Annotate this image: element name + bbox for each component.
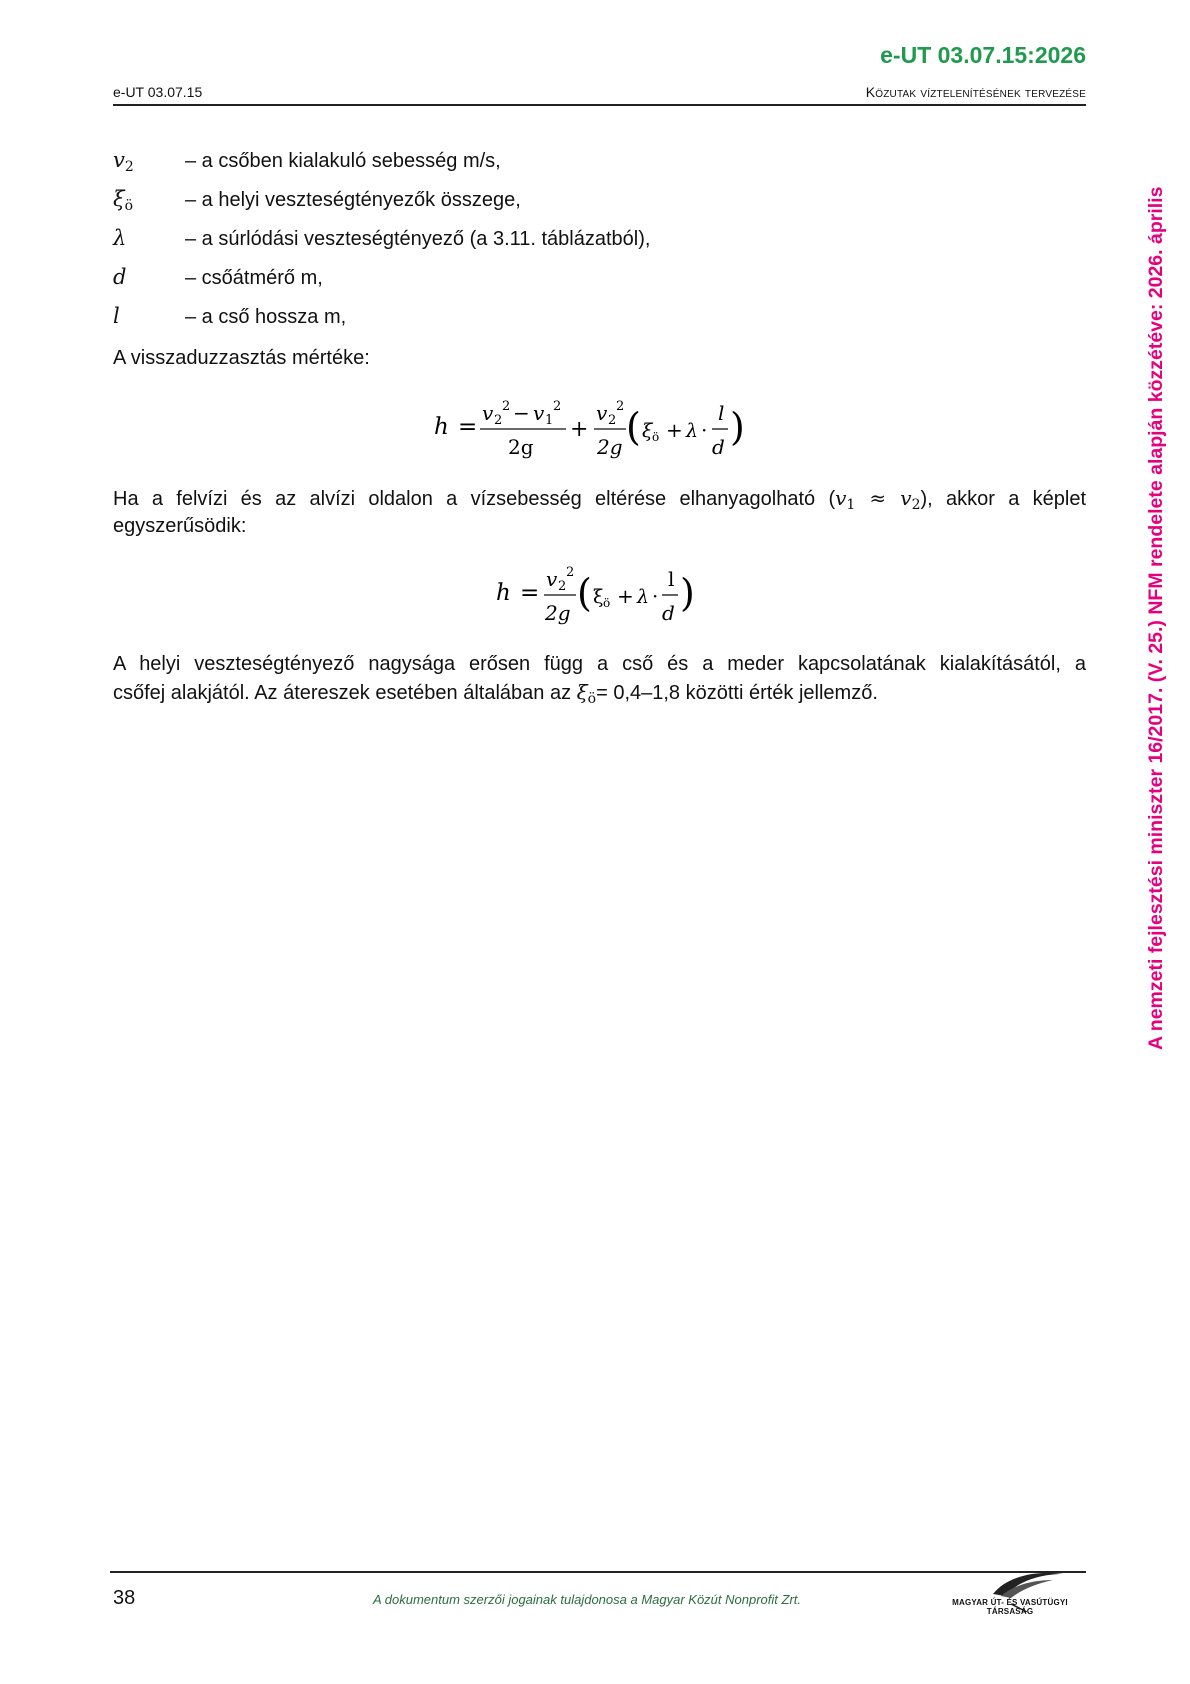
svg-text:h: h <box>434 414 449 440</box>
svg-text:v: v <box>546 567 558 591</box>
svg-text:l: l <box>668 567 675 591</box>
loss-coefficient-paragraph: A helyi veszteségtényező nagysága erősen függ a cső és a meder kapcsolatának kialakításától, a <box>113 653 1086 675</box>
simplification-paragraph-line2: egyszerűsödik: <box>113 515 247 537</box>
svg-text:+: + <box>666 418 683 442</box>
svg-text:d: d <box>662 601 675 625</box>
svg-text:2: 2 <box>558 579 567 594</box>
legend-description: – a súrlódási veszteségtényező (a 3.11. táblázatból), <box>185 228 651 250</box>
page-number: 38 <box>113 1587 136 1609</box>
legend-description: – a cső hossza m, <box>185 306 347 328</box>
legend-symbol: l <box>113 304 120 328</box>
svg-text:ξ: ξ <box>642 420 653 442</box>
legend-description: – csőátmérő m, <box>185 267 323 289</box>
simplified-formula <box>482 558 722 635</box>
backwater-formula <box>420 392 780 469</box>
legend-symbol: $\xi_ö$ <box>113 187 134 214</box>
header-rule <box>113 104 1086 106</box>
svg-text:2: 2 <box>608 413 617 428</box>
company-logo-text: MAGYAR ÚT- ÉS VASÚTÜGYI TÁRSASÁG <box>952 1598 1068 1616</box>
svg-text:2g: 2g <box>508 435 534 459</box>
svg-text:ξ: ξ <box>593 586 604 608</box>
legend-item <box>113 226 1013 258</box>
svg-text:): ) <box>730 405 745 449</box>
legend-item <box>113 304 1013 336</box>
svg-text:d: d <box>712 435 725 459</box>
svg-text:2: 2 <box>494 413 503 428</box>
svg-text:λ: λ <box>686 420 699 442</box>
legend-item <box>113 265 1013 297</box>
header-standard-number: e-UT 03.07.15 <box>113 84 203 100</box>
legend-symbol: $v_2$ <box>113 148 134 175</box>
copyright-notice: A dokumentum szerzői jogainak tulajdonosa a Magyar Közút Nonprofit Zrt. <box>372 1592 801 1607</box>
legend-symbol: λ <box>113 226 127 250</box>
velocity-approx-math: $v_1 \approx v_2$ <box>835 486 921 513</box>
svg-text:=: = <box>458 414 478 440</box>
svg-text:l: l <box>718 401 725 425</box>
header-chapter-title: Közutak víztelenítésének tervezése <box>865 84 1086 100</box>
document-code: e-UT 03.07.15:2026 <box>880 42 1086 68</box>
svg-text:·: · <box>652 584 659 608</box>
svg-text:): ) <box>680 571 695 615</box>
svg-text:+: + <box>617 584 634 608</box>
legend-description: – a helyi veszteségtényezők összege, <box>185 189 521 211</box>
svg-text:(: ( <box>577 571 592 615</box>
svg-text:=: = <box>520 580 540 606</box>
loss-coefficient-paragraph-line2: csőfej alakjától. Az átereszek esetében általában az $\xi_ö= 0,4-1,8$ közötti érték jellemző. <box>113 680 878 707</box>
svg-text:v: v <box>482 401 494 425</box>
legend-item <box>113 187 1013 219</box>
svg-text:ö: ö <box>652 430 660 444</box>
svg-text:v: v <box>596 401 608 425</box>
legend-item <box>113 148 1013 180</box>
svg-text:+: + <box>570 417 589 442</box>
svg-text:h: h <box>496 580 511 606</box>
svg-text:2g: 2g <box>597 435 623 459</box>
publication-notice: A nemzeti fejlesztési miniszter 16/2017. (V. 25.) NFM rendelete alapján közzétéve: 2026. április <box>1145 186 1167 1050</box>
svg-text:−: − <box>513 401 530 425</box>
svg-text:·: · <box>701 418 708 442</box>
svg-text:1: 1 <box>545 413 554 428</box>
legend-symbol: d <box>113 265 127 289</box>
svg-text:2g: 2g <box>545 601 571 625</box>
svg-text:ö: ö <box>603 596 611 610</box>
svg-text:λ: λ <box>637 586 650 608</box>
svg-text:(: ( <box>626 405 641 449</box>
loss-coefficient-symbol: $\xi_ö$ <box>576 680 597 707</box>
simplification-paragraph: Ha a felvízi és az alvízi oldalon a vízsebesség eltérése elhanyagolható $(v_1 \approx v_2)$, akkor a képlet <box>113 486 1087 513</box>
svg-text:2: 2 <box>502 399 511 414</box>
svg-text:v: v <box>533 401 545 425</box>
svg-text:2: 2 <box>566 565 575 580</box>
legend-description: – a csőben kialakuló sebesség m/s, <box>185 150 501 172</box>
intro-text: A visszaduzzasztás mértéke: <box>113 347 370 369</box>
svg-text:2: 2 <box>616 399 625 414</box>
svg-text:2: 2 <box>553 399 562 414</box>
